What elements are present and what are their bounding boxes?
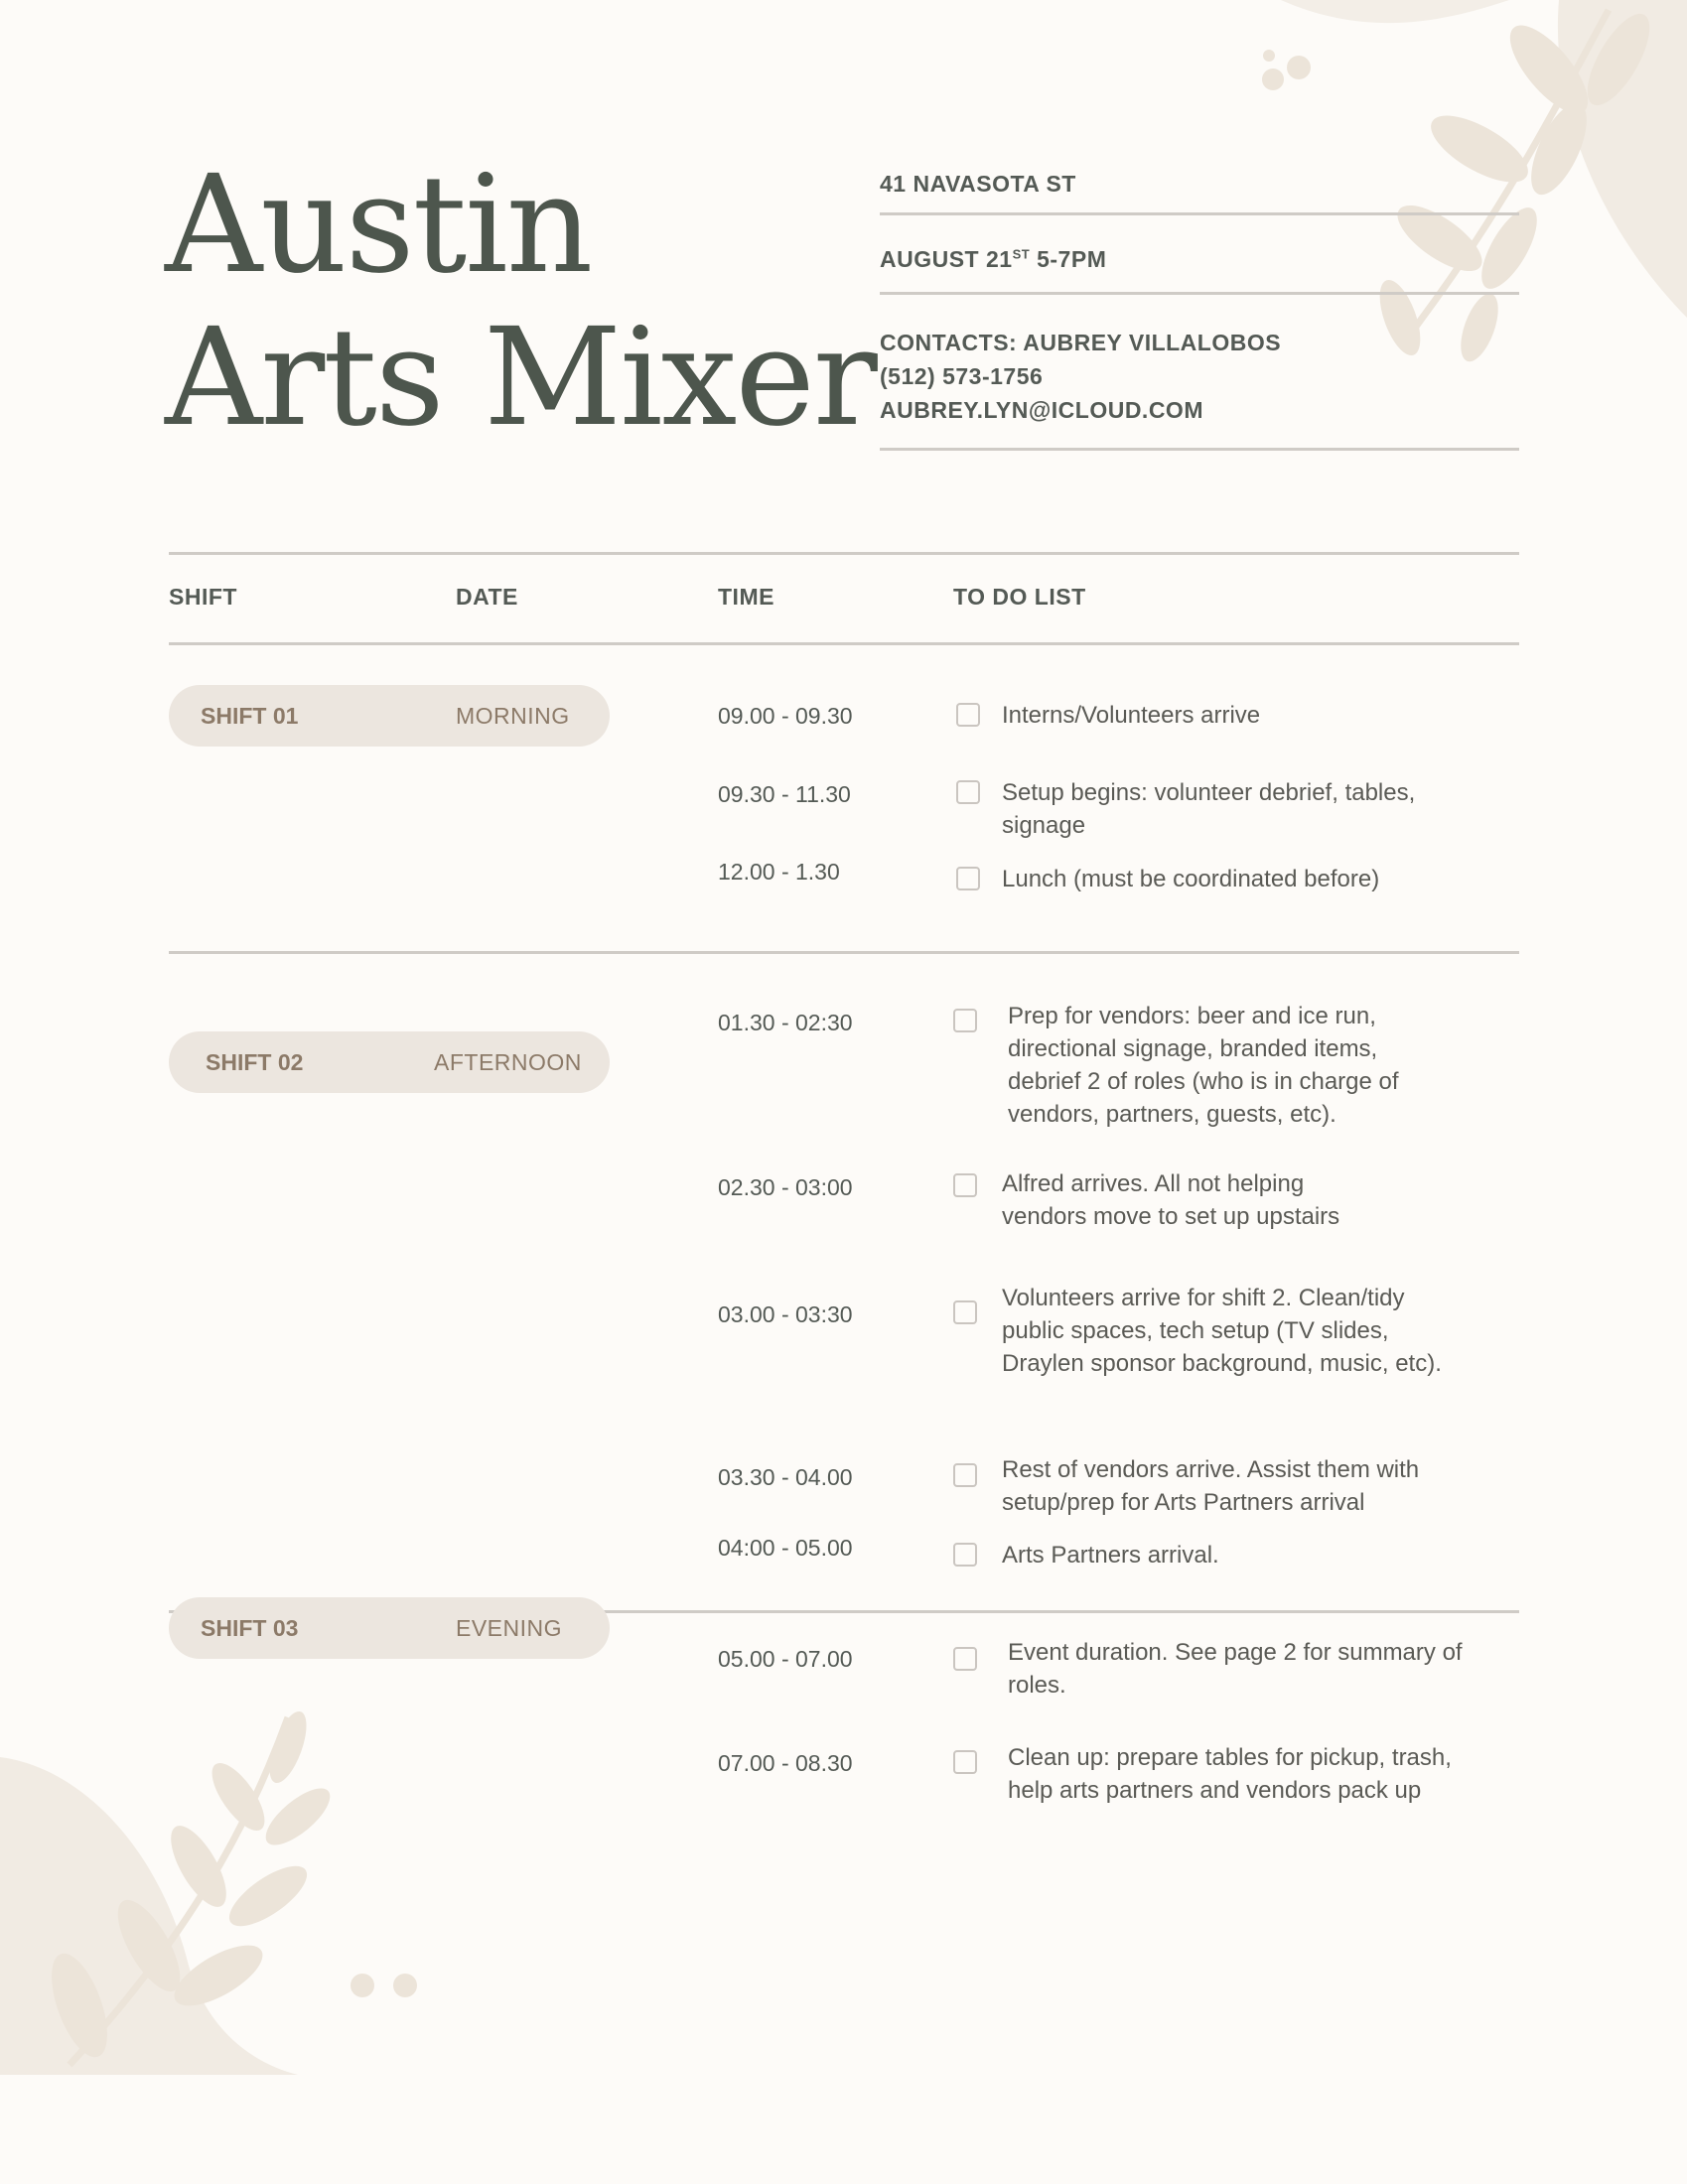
task-text: Setup begins: volunteer debrief, tables, signage bbox=[1002, 779, 1416, 839]
row-time: 07.00 - 08.30 bbox=[718, 1750, 853, 1776]
task-text: Volunteers arrive for shift 2. Clean/tidy public spaces, tech setup (TV slides, Draylen sponsor background, music, etc). bbox=[1002, 1285, 1442, 1377]
shift-name: SHIFT 03 bbox=[201, 1615, 299, 1641]
task-checkbox[interactable] bbox=[953, 1750, 977, 1774]
row-time: 02.30 - 03:00 bbox=[718, 1174, 853, 1200]
header-shift: SHIFT bbox=[169, 584, 237, 610]
shift-period: EVENING bbox=[456, 1615, 563, 1641]
row-time: 03.30 - 04.00 bbox=[718, 1464, 853, 1490]
task-text: Interns/Volunteers arrive bbox=[1002, 702, 1261, 729]
task-checkbox[interactable] bbox=[953, 1009, 977, 1032]
task-checkbox[interactable] bbox=[956, 703, 980, 727]
divider bbox=[880, 212, 1519, 215]
task-checkbox[interactable] bbox=[953, 1300, 977, 1324]
task-text: Alfred arrives. All not helping vendors move to set up upstairs bbox=[1002, 1170, 1340, 1230]
row-time: 05.00 - 07.00 bbox=[718, 1646, 853, 1672]
task-text: Arts Partners arrival. bbox=[1002, 1542, 1219, 1569]
event-date bbox=[880, 246, 1519, 273]
row-time: 09.30 - 11.30 bbox=[718, 781, 851, 807]
row-time: 03.00 - 03:30 bbox=[718, 1301, 853, 1327]
table-top-rule bbox=[169, 552, 1519, 555]
contact-name: CONTACTS: AUBREY VILLALOBOS bbox=[880, 330, 1282, 355]
row-time: 01.30 - 02:30 bbox=[718, 1010, 853, 1035]
title-line-1: Austin bbox=[165, 147, 592, 304]
date-text: AUGUST 21 bbox=[880, 246, 1013, 272]
shift-name: SHIFT 02 bbox=[206, 1049, 304, 1075]
row-time: 12.00 - 1.30 bbox=[718, 859, 840, 885]
shift-pill-3 bbox=[169, 1597, 610, 1659]
date-time: 5-7PM bbox=[1030, 246, 1107, 272]
event-address: 41 NAVASOTA ST bbox=[880, 171, 1076, 197]
shift-pill-2 bbox=[169, 1031, 610, 1093]
task-text: Lunch (must be coordinated before) bbox=[1002, 866, 1380, 892]
shift-name: SHIFT 01 bbox=[201, 703, 299, 729]
task-checkbox[interactable] bbox=[956, 867, 980, 890]
date-suffix-ordinal: ST bbox=[1012, 246, 1031, 262]
table-header-rule bbox=[169, 642, 1519, 645]
leaf-branch-bottom-left bbox=[0, 1707, 437, 2075]
shift-period: MORNING bbox=[456, 703, 570, 729]
header-date: DATE bbox=[456, 584, 518, 610]
header-todo: TO DO LIST bbox=[953, 584, 1086, 610]
divider bbox=[880, 292, 1519, 295]
divider bbox=[880, 448, 1519, 451]
contact-email: AUBREY.LYN@ICLOUD.COM bbox=[880, 397, 1203, 423]
task-text: Event duration. See page 2 for summary of roles. bbox=[1008, 1639, 1463, 1699]
task-text: Clean up: prepare tables for pickup, trash, help arts partners and vendors pack up bbox=[1008, 1744, 1452, 1804]
header-time: TIME bbox=[718, 584, 774, 610]
row-time: 09.00 - 09.30 bbox=[718, 703, 853, 729]
contact-phone: (512) 573-1756 bbox=[880, 363, 1044, 389]
task-checkbox[interactable] bbox=[956, 780, 980, 804]
row-time: 04:00 - 05.00 bbox=[718, 1535, 853, 1561]
task-text: Rest of vendors arrive. Assist them with setup/prep for Arts Partners arrival bbox=[1002, 1456, 1420, 1516]
task-checkbox[interactable] bbox=[953, 1463, 977, 1487]
shift-divider bbox=[169, 951, 1519, 954]
title-line-2: Arts Mixer bbox=[165, 300, 876, 457]
shift-pill-1 bbox=[169, 685, 610, 747]
task-checkbox[interactable] bbox=[953, 1543, 977, 1567]
shift-period: AFTERNOON bbox=[434, 1049, 582, 1075]
page-title bbox=[165, 149, 876, 455]
task-checkbox[interactable] bbox=[953, 1647, 977, 1671]
task-text: Prep for vendors: beer and ice run, directional signage, branded items, debrief 2 of roles (who is in charge of vendors, partners, guests, etc). bbox=[1008, 1003, 1399, 1128]
task-checkbox[interactable] bbox=[953, 1173, 977, 1197]
contact-block bbox=[880, 326, 1519, 427]
